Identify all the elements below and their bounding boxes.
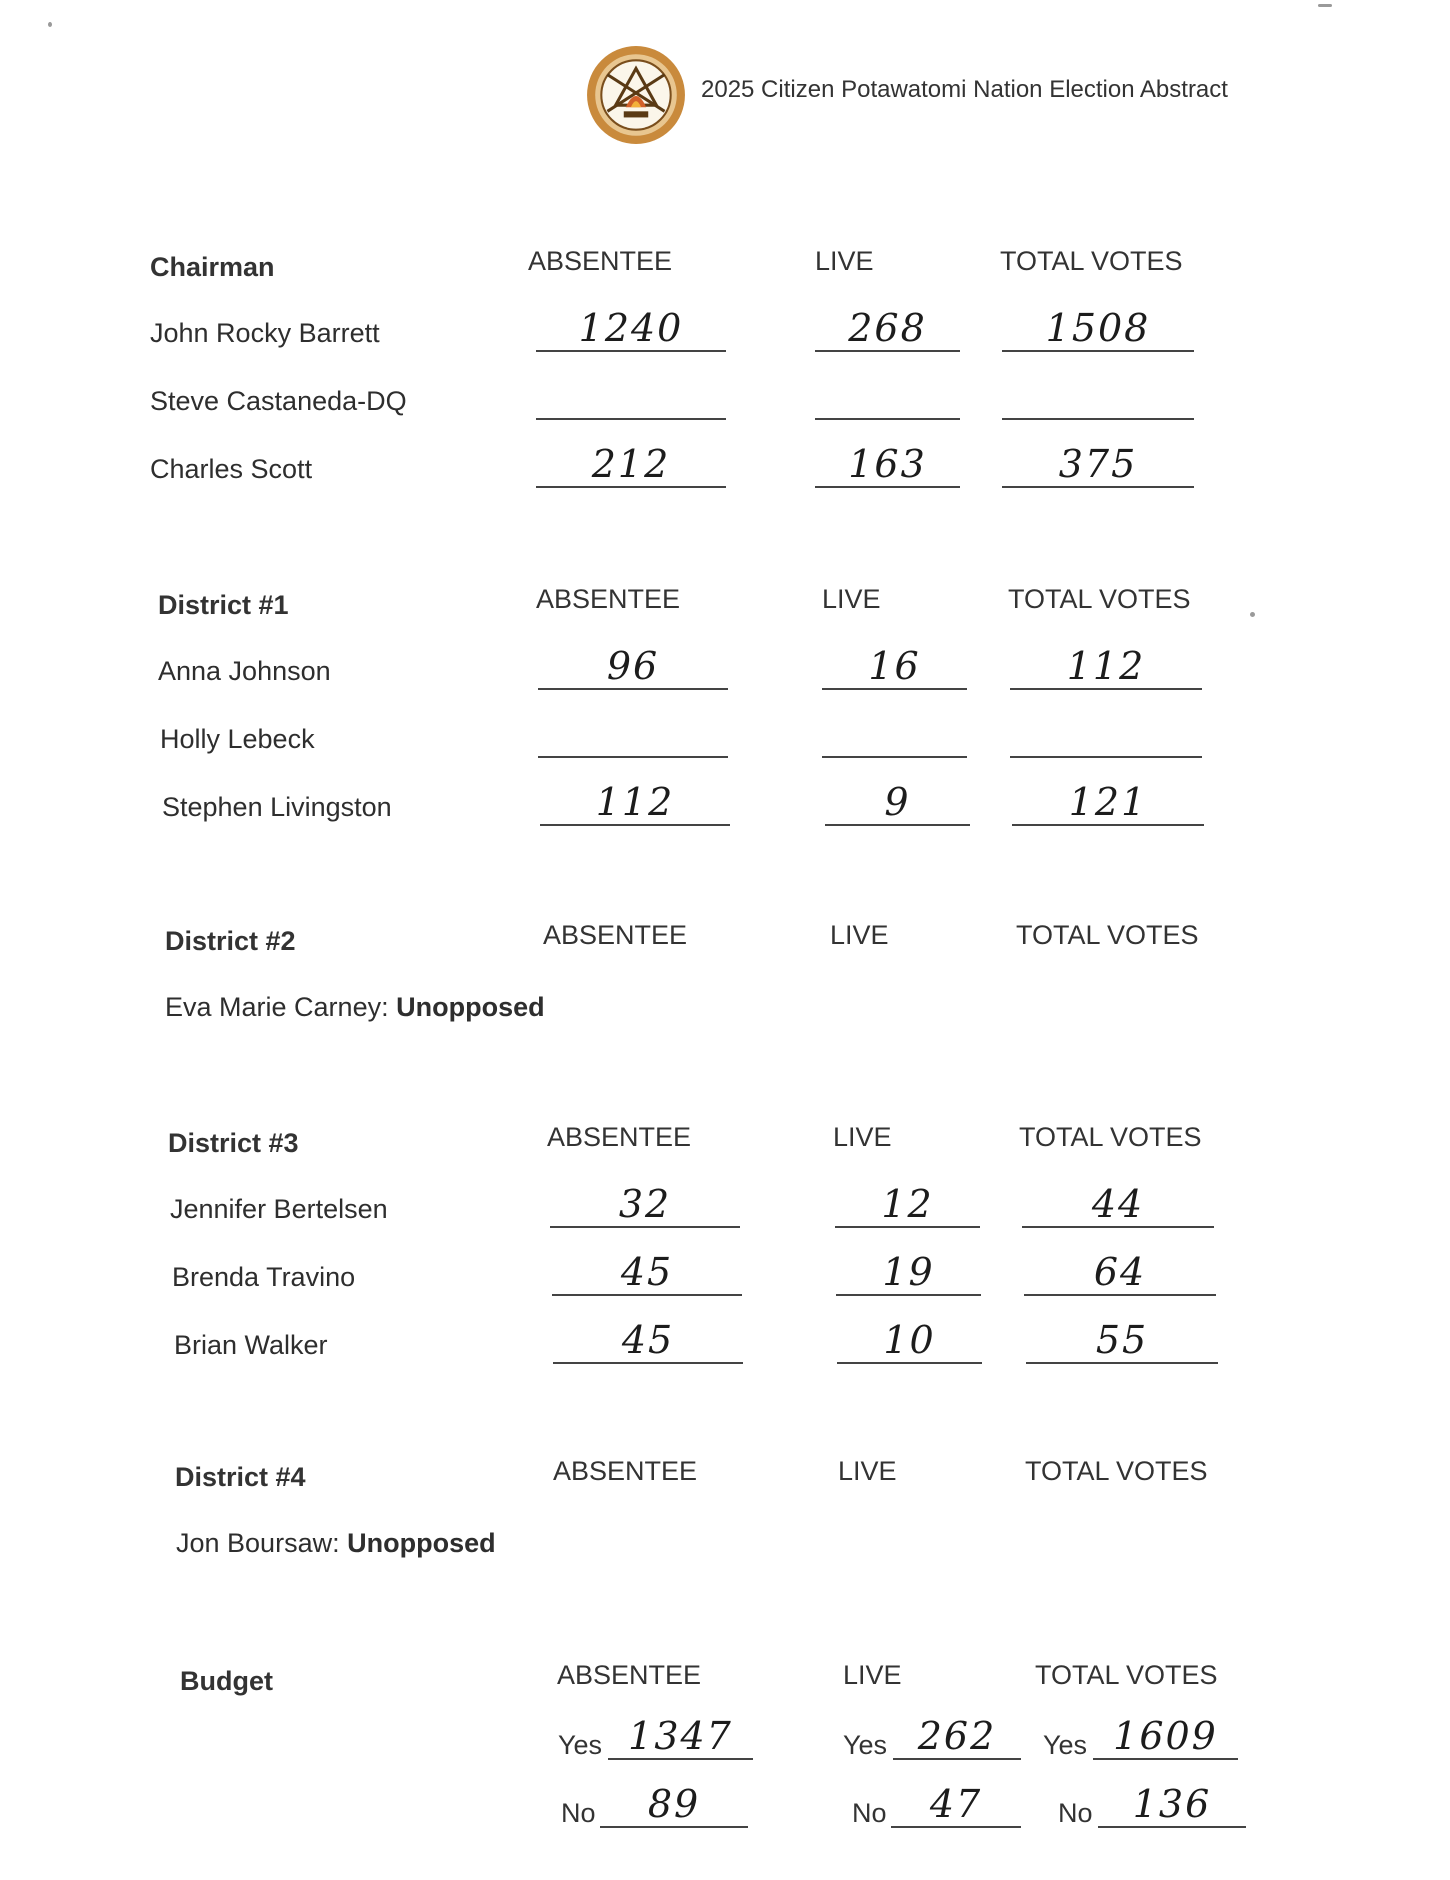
absentee-blank [536, 418, 726, 420]
total-blank [1002, 418, 1194, 420]
scan-speck [48, 22, 52, 27]
absentee-yes-votes: 1347 [628, 1714, 733, 1758]
no-label: No [1058, 1798, 1093, 1828]
live-blank [815, 418, 960, 420]
column-header-live: LIVE [838, 1456, 897, 1486]
live-yes-votes: 262 [917, 1714, 997, 1758]
candidate-row [0, 1320, 1450, 1370]
absentee-blank [536, 442, 726, 488]
live-blank [815, 442, 960, 488]
live-blank [837, 1318, 982, 1364]
absentee-votes: 212 [591, 442, 671, 486]
column-header-absentee: ABSENTEE [536, 584, 681, 614]
absentee-votes: 45 [620, 1250, 674, 1294]
live-blank [825, 780, 970, 826]
scan-speck [1250, 612, 1255, 617]
absentee-votes: 45 [621, 1318, 675, 1362]
total-blank [1024, 1250, 1216, 1296]
candidate-name: Holly Lebeck [160, 724, 315, 754]
budget-no-row [0, 1784, 1450, 1834]
total-blank [1002, 306, 1194, 352]
live-blank [835, 1182, 980, 1228]
column-header-total-votes: TOTAL VOTES [1025, 1456, 1208, 1486]
live-votes: 12 [881, 1182, 934, 1226]
absentee-blank [538, 756, 728, 758]
total-blank [1010, 644, 1202, 690]
live-votes: 268 [848, 306, 927, 350]
candidate-row [0, 1252, 1450, 1302]
document-title: 2025 Citizen Potawatomi Nation Election Abstract [701, 76, 1228, 103]
candidate-name: Brenda Travino [172, 1262, 356, 1292]
absentee-blank [536, 306, 726, 352]
column-header-total-votes: TOTAL VOTES [1016, 920, 1199, 950]
candidate-name: Steve Castaneda-DQ [150, 386, 407, 416]
column-header-total-votes: TOTAL VOTES [1035, 1660, 1218, 1690]
total-yes-votes: 1609 [1113, 1714, 1218, 1758]
candidate-name: John Rocky Barrett [150, 318, 380, 348]
candidate-name: Jennifer Bertelsen [170, 1194, 388, 1224]
absentee-yes-blank [608, 1714, 753, 1760]
live-no-votes: 47 [929, 1782, 983, 1826]
column-header-live: LIVE [815, 246, 874, 276]
total-votes: 375 [1058, 442, 1138, 486]
live-votes: 16 [868, 644, 921, 688]
total-blank [1026, 1318, 1218, 1364]
column-header-absentee: ABSENTEE [547, 1122, 692, 1152]
section-title-budget: Budget [180, 1666, 273, 1696]
live-blank [822, 644, 967, 690]
total-no-votes: 136 [1132, 1782, 1212, 1826]
candidate-row [0, 1184, 1450, 1234]
yes-label: Yes [1043, 1730, 1088, 1760]
live-blank [822, 756, 967, 758]
column-header-total-votes: TOTAL VOTES [1000, 246, 1183, 276]
column-header-absentee: ABSENTEE [553, 1456, 698, 1486]
candidate-row [0, 444, 1450, 494]
column-header-live: LIVE [833, 1122, 892, 1152]
budget-yes-row [0, 1716, 1450, 1766]
live-blank [836, 1250, 981, 1296]
total-yes-blank [1093, 1714, 1238, 1760]
absentee-votes: 112 [595, 780, 675, 824]
absentee-blank [550, 1182, 740, 1228]
section-title-district-3: District #3 [168, 1128, 299, 1158]
live-votes: 9 [884, 780, 911, 824]
column-header-live: LIVE [830, 920, 889, 950]
column-header-absentee: ABSENTEE [528, 246, 673, 276]
candidate-row [0, 308, 1450, 358]
absentee-blank [540, 780, 730, 826]
unopposed-status: Unopposed [347, 1528, 496, 1558]
absentee-votes: 32 [618, 1182, 672, 1226]
absentee-blank [552, 1250, 742, 1296]
live-yes-blank [893, 1714, 1021, 1760]
total-votes: 121 [1068, 780, 1148, 824]
absentee-votes: 96 [606, 644, 660, 688]
live-votes: 10 [883, 1318, 936, 1362]
total-blank [1010, 756, 1202, 758]
nation-seal-icon [585, 44, 687, 146]
live-votes: 163 [848, 442, 927, 486]
document-header [585, 44, 1345, 146]
column-header-total-votes: TOTAL VOTES [1008, 584, 1191, 614]
live-votes: 19 [882, 1250, 935, 1294]
candidate-name: Jon Boursaw: [176, 1528, 340, 1558]
absentee-votes: 1240 [578, 306, 684, 350]
candidate-name: Stephen Livingston [162, 792, 392, 822]
absentee-blank [538, 644, 728, 690]
candidate-row [0, 714, 1450, 764]
section-title-district-1: District #1 [158, 590, 289, 620]
yes-label: Yes [558, 1730, 603, 1760]
no-label: No [561, 1798, 596, 1828]
column-header-live: LIVE [822, 584, 881, 614]
total-votes: 44 [1091, 1182, 1145, 1226]
total-votes: 55 [1095, 1318, 1149, 1362]
candidate-name: Charles Scott [150, 454, 313, 484]
total-votes: 64 [1093, 1250, 1147, 1294]
candidate-name: Anna Johnson [158, 656, 331, 686]
unopposed-candidate-line [176, 1528, 496, 1559]
absentee-no-blank [600, 1782, 748, 1828]
total-votes: 112 [1066, 644, 1146, 688]
live-no-blank [891, 1782, 1021, 1828]
absentee-blank [553, 1318, 743, 1364]
candidate-name: Brian Walker [174, 1330, 328, 1360]
candidate-row [0, 782, 1450, 832]
total-no-blank [1098, 1782, 1246, 1828]
total-blank [1022, 1182, 1214, 1228]
candidate-row [0, 646, 1450, 696]
total-blank [1002, 442, 1194, 488]
total-blank [1012, 780, 1204, 826]
candidate-row [0, 376, 1450, 426]
column-header-live: LIVE [843, 1660, 902, 1690]
section-title-district-2: District #2 [165, 926, 296, 956]
scan-speck [1318, 4, 1332, 7]
unopposed-status: Unopposed [396, 992, 545, 1022]
live-blank [815, 306, 960, 352]
no-label: No [852, 1798, 887, 1828]
column-header-absentee: ABSENTEE [543, 920, 688, 950]
unopposed-candidate-line [165, 992, 545, 1023]
section-title-chairman: Chairman [150, 252, 275, 282]
total-votes: 1508 [1045, 306, 1151, 350]
column-header-total-votes: TOTAL VOTES [1019, 1122, 1202, 1152]
yes-label: Yes [843, 1730, 888, 1760]
column-header-absentee: ABSENTEE [557, 1660, 702, 1690]
candidate-name: Eva Marie Carney: [165, 992, 389, 1022]
section-title-district-4: District #4 [175, 1462, 306, 1492]
absentee-no-votes: 89 [647, 1782, 701, 1826]
